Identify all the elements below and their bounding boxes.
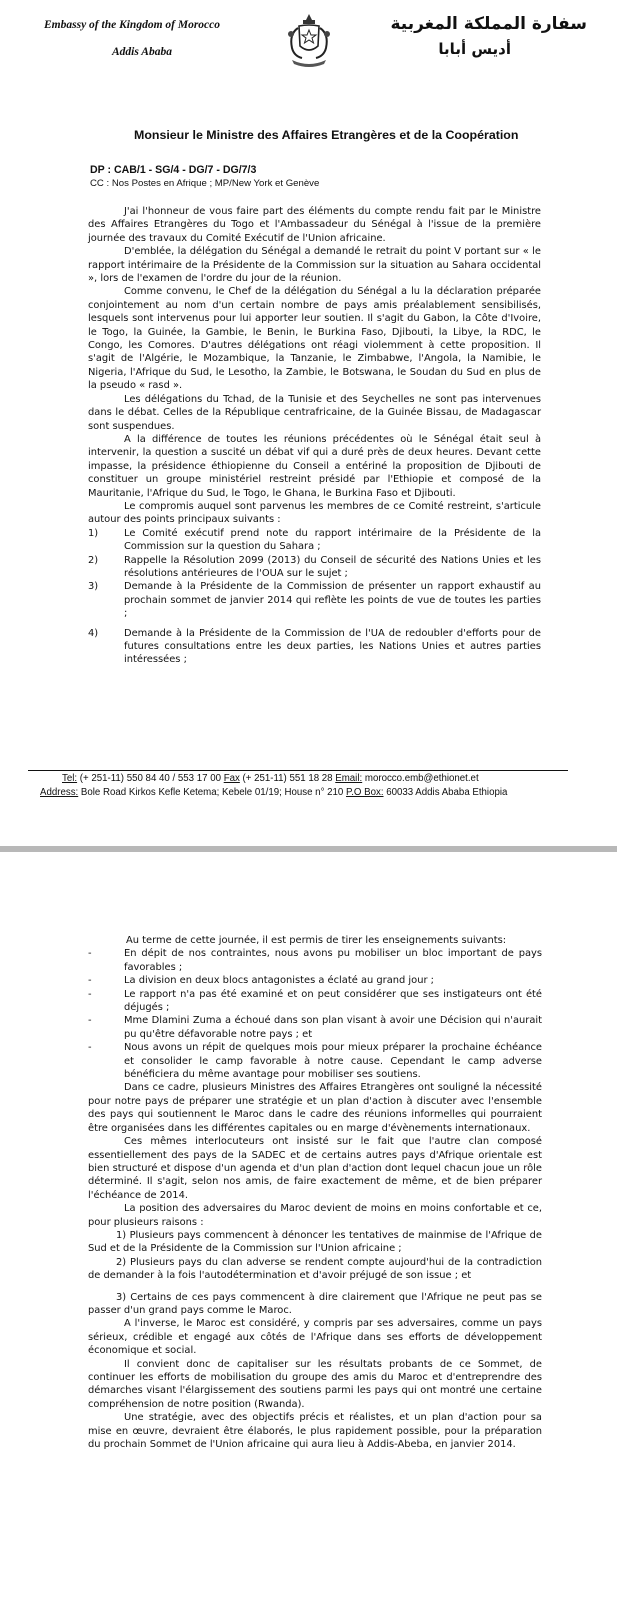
paragraph: Ces mêmes interlocuteurs ont insisté sur le fait que l'autre clan composé essentiellement des pays de la SADEC et de certains autres pays d'Afrique orientale est bien structuré et dispose d'un agenda et d'un plan d'action dont lequel chacun joue un rôle déterminé. Il s'agit, selon nos amis, de faire exactement de même, et de bien préparer l'échéance de 2014. <box>88 1136 542 1201</box>
list-item <box>88 627 541 667</box>
footer-contact-line <box>62 773 602 784</box>
numbered-reason: 3) Certains de ces pays commencent à dire clairement que l'Afrique ne peut pas se passer d'un grand pays comme le Maroc. <box>88 1291 542 1316</box>
list-item <box>88 554 541 581</box>
list-item: - En dépit de nos contraintes, nous avons pu mobiliser un bloc important de pays favorables ; <box>88 948 542 973</box>
address-value: Bole Road Kirkos Kefle Ketema; Kebele 01/19; House n° 210 <box>78 787 346 798</box>
embassy-city-arabic: أديس أبابا <box>438 40 511 58</box>
list-item: - La division en deux blocs antagonistes a éclaté au grand jour ; <box>88 974 542 987</box>
numbered-reason: 2) Plusieurs pays du clan adverse se rendent compte aujourd'hui de la contradiction de demander à la fois l'autodétermination et d'avoir préjugé de son issue ; et <box>88 1256 542 1282</box>
footer-address-line <box>40 787 580 798</box>
pobox-value: 60033 Addis Ababa Ethiopia <box>383 787 508 798</box>
paragraph: Les délégations du Tchad, de la Tunisie et des Seychelles ne sont pas intervenues dans le débat. Celles de la République centrafricaine, de la Guinée Bissau, de Madagascar sont suspendues. <box>88 393 541 432</box>
list-text: Rappelle la Résolution 2099 (2013) du Conseil de sécurité des Nations Unies et les résolutions antérieures de l'OUA sur le sujet ; <box>124 554 541 579</box>
embassy-name-arabic: سفارة المملكة المغربية <box>390 14 587 34</box>
paragraph: Une stratégie, avec des objectifs précis et réalistes, et un plan d'action pour sa mise en œuvre, devraient être élaborés, le plus rapidement possible, pour la préparation du prochain Sommet de l'Union africaine qui aura lieu à Addis-Abeba, en janvier 2014. <box>88 1412 542 1451</box>
fax-label: Fax <box>223 773 240 784</box>
coat-of-arms-icon <box>284 12 334 70</box>
paragraph: Le compromis auquel sont parvenus les membres de ce Comité restreint, s'articule autour des points principaux suivants : <box>88 500 541 526</box>
list-text: Nous avons un répit de quelques mois pour mieux préparer la prochaine échéance et consolider le camp favorable à notre cause. Cependant le camp adverse bénéficiera du même avantage pour mobiliser ses soutiens. <box>124 1042 542 1081</box>
list-item: - Nous avons un répit de quelques mois pour mieux préparer la prochaine échéance et consolider le camp favorable à notre cause. Cependant le camp adverse bénéficiera du même avantage pour mobiliser ses soutiens. <box>88 1042 542 1081</box>
paragraph: Il convient donc de capitaliser sur les résultats probants de ce Sommet, de continuer les efforts de mobilisation du groupe des amis du Maroc et d'entreprendre des démarches visant l'élargissement des soutiens parmi les pays qui ont montré une certaine compréhension de notre position (Rwanda). <box>88 1358 542 1410</box>
list-number: 4) <box>88 627 99 639</box>
tel-value: (+ 251-11) 550 84 40 / 553 17 00 <box>77 773 221 784</box>
list-item <box>88 527 541 554</box>
list-text: La division en deux blocs antagonistes a éclaté au grand jour ; <box>124 975 435 987</box>
paragraph: La position des adversaires du Maroc devient de moins en moins confortable et ce, pour plusieurs raisons : <box>88 1203 542 1228</box>
numbered-reason: 1) Plusieurs pays commencent à dénoncer les tentatives de mainmise de l'Afrique de Sud et de la Présidente de la Commission sur l'Union africaine ; <box>88 1229 542 1255</box>
embassy-city: Addis Ababa <box>112 46 172 58</box>
footer-rule <box>28 770 568 771</box>
paragraph: A l'inverse, le Maroc est considéré, y compris par ses adversaires, comme un pays sérieux, crédible et engagé aux côtés de l'Afrique dans ses efforts de développement économique et social. <box>88 1318 542 1357</box>
paragraph: A la différence de toutes les réunions précédentes où le Sénégal était seul à intervenir, la question a suscité un débat vif qui a duré près de deux heures. Devant cette impasse, la présidence éthiopienne du Conseil a entériné la proposition de Djibouti de constituer un groupe ministériel restreint présidé par l'Ethiopie et composé de la Mauritanie, l'Afrique du Sud, le Togo, le Ghana, le Burkina Faso et Djibouti. <box>88 433 541 499</box>
pobox-label: P.O Box: <box>346 787 384 798</box>
page-separator <box>0 846 617 852</box>
list-text: Demande à la Présidente de la Commission de présenter un rapport exhaustif au prochain sommet de janvier 2014 qui reflète les points de vue de toutes les parties ; <box>124 581 541 620</box>
list-item <box>88 580 541 620</box>
list-text: Le Comité exécutif prend note du rapport intérimaire de la Présidente de la Commission sur la question du Sahara ; <box>124 527 541 553</box>
list-text: Demande à la Présidente de la Commission de l'UA de redoubler d'efforts pour de futures consultations entre les deux parties, les Nations Unies et autres parties intéressées ; <box>124 627 541 666</box>
email-label: Email: <box>335 773 363 784</box>
list-number: 2) <box>88 554 99 566</box>
letter-body-continued <box>88 934 542 1451</box>
fax-value: (+ 251-11) 551 18 28 <box>239 773 336 784</box>
list-text: Mme Dlamini Zuma a échoué dans son plan visant à avoir une Décision qui n'aurait pu qu'être défavorable notre pays ; et <box>124 1015 542 1040</box>
paragraph: D'emblée, la délégation du Sénégal a demandé le retrait du point V portant sur « le rapport intérimaire de la Présidente de la Commission sur la situation au Sahara occidental », lors de l'examen de l'ordre du jour de la réunion. <box>88 246 541 285</box>
paragraph: Dans ce cadre, plusieurs Ministres des Affaires Etrangères ont souligné la nécessité pour notre pays de préparer une stratégie et un plan d'action à discuter avec l'ensemble des pays qui soutiennent le Maroc dans le cadre des réunions informelles qui pourraient être organisées dans les différentes capitales ou en marge d'évènements internationaux. <box>88 1082 542 1134</box>
list-text: En dépit de nos contraintes, nous avons pu mobiliser un bloc important de pays favorables ; <box>124 948 542 973</box>
recipient-title: Monsieur le Ministre des Affaires Etrangères et de la Coopération <box>134 128 519 142</box>
tel-label: Tel: <box>62 773 78 784</box>
embassy-name: Embassy of the Kingdom of Morocco <box>44 19 221 31</box>
paragraph: Au terme de cette journée, il est permis de tirer les enseignements suivants: <box>126 935 507 946</box>
reference-line: DP : CAB/1 - SG/4 - DG/7 - DG/7/3 <box>90 164 257 176</box>
list-item: - Le rapport n'a pas été examiné et on peut considérer que ses instigateurs ont été déjugés ; <box>88 988 542 1014</box>
paragraph: J'ai l'honneur de vous faire part des éléments du compte rendu fait par le Ministre des Affaires Etrangères du Togo et l'Ambassadeur du Sénégal à l'issue de la première journée des travaux du Comité Exécutif de l'Union africaine. <box>88 206 541 244</box>
list-number: 1) <box>88 527 99 539</box>
list-item: - Mme Dlamini Zuma a échoué dans son plan visant à avoir une Décision qui n'aurait pu qu'être défavorable notre pays ; et <box>88 1015 542 1040</box>
document-page-2 <box>0 854 617 1600</box>
letter-body <box>88 205 541 667</box>
email-value: morocco.emb@ethionet.et <box>362 773 479 784</box>
paragraph: Comme convenu, le Chef de la délégation du Sénégal a lu la déclaration préparée conjointement au nom d'un certain nombre de pays amis préalablement sensibilisés, lesquels sont intervenus pour lui apporter leur soutien. Il s'agit du Gabon, la Côte d'Ivoire, le Togo, la Guinée, la Gambie, le Benin, le Burkina Faso, Djibouti, la Libye, la RDC, le Congo, les Comores. D'autres délégations ont réagi violemment à cette proposition. Il s'agit de l'Algérie, le Mozambique, la Tanzanie, le Zimbabwe, l'Angola, la Namibie, le Nigeria, l'Afrique du Sud, le Lesotho, la Zambie, le Botswana, le Soudan du Sud en plus de la pseudo « rasd ». <box>88 286 541 392</box>
address-label: Address: <box>40 787 79 798</box>
cc-line: CC : Nos Postes en Afrique ; MP/New York et Genève <box>90 178 320 189</box>
list-text: Le rapport n'a pas été examiné et on peut considérer que ses instigateurs ont été déjugés ; <box>124 988 542 1014</box>
list-number: 3) <box>88 581 99 593</box>
